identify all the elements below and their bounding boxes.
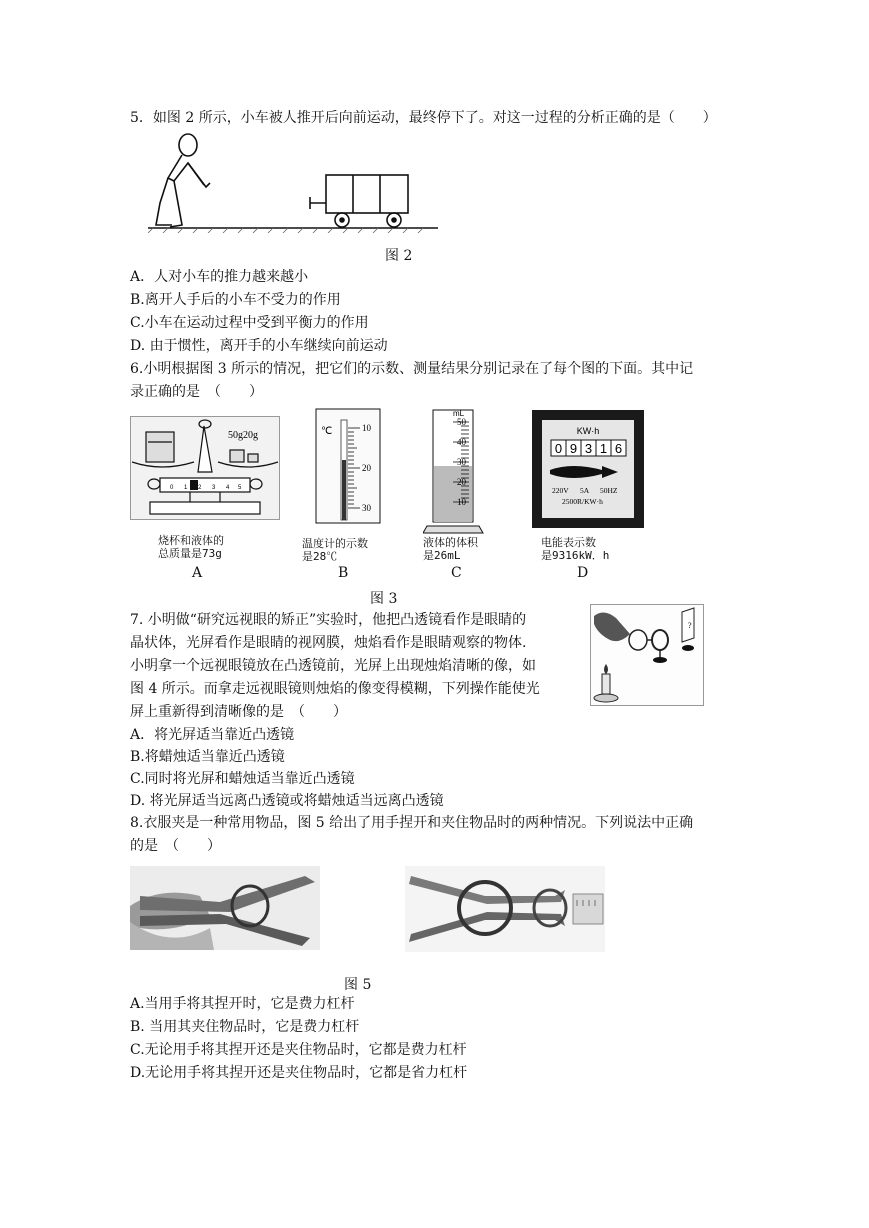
cylinder-unit: mL	[453, 409, 465, 418]
q8-stem-line1: 8.衣服夹是一种常用物品，图 5 给出了用手捏开和夹住物品时的两种情况。下列说法中正确	[130, 815, 694, 831]
q7-option-d: D. 将光屏适当远离凸透镜或将蜡烛适当远离凸透镜	[130, 793, 444, 809]
cylinder-tick-50: 50	[457, 417, 466, 427]
panel-a-caption-line1: 烧杯和液体的	[158, 534, 224, 547]
balance-tick-0: 0	[170, 485, 174, 491]
q6-stem-line2: 录正确的是 （ ）	[130, 384, 263, 400]
thermometer-tick-20: 20	[362, 463, 371, 473]
measuring-cylinder-illustration	[423, 406, 489, 534]
meter-rating-freq: 50HZ	[600, 486, 618, 495]
q5-option-c: C.小车在运动过程中受到平衡力的作用	[130, 315, 369, 331]
thermometer-tick-10: 10	[362, 423, 371, 433]
q5-option-b: B.离开人手后的小车不受力的作用	[130, 292, 341, 308]
figure-3-caption: 图 3	[370, 591, 398, 607]
meter-unit-label: KW·h	[576, 426, 600, 436]
thermometer-unit: ℃	[321, 426, 333, 437]
screen-mark-icon: ?	[688, 621, 692, 630]
figure-2-caption: 图 2	[385, 248, 413, 264]
q7-stem-line1: 7. 小明做“研究远视眼的矫正”实验时，他把凸透镜看作是眼睛的	[130, 612, 527, 628]
q8-option-a: A.当用手将其捏开时，它是费力杠杆	[130, 996, 355, 1012]
panel-c-caption-line2: 是26mL	[423, 549, 461, 562]
electric-meter-illustration	[532, 410, 644, 528]
panel-d-caption-line2: 是9316kW．h	[541, 549, 610, 562]
cylinder-tick-40: 40	[457, 437, 466, 447]
panel-c-label: C	[451, 565, 462, 581]
q7-option-a: A．将光屏适当靠近凸透镜	[130, 727, 295, 743]
balance-scale-illustration	[130, 416, 280, 520]
q8-option-c: C.无论用手将其捏开还是夹住物品时，它都是费力杠杆	[130, 1042, 467, 1058]
q7-option-c: C.同时将光屏和蜡烛适当靠近凸透镜	[130, 771, 355, 787]
thermometer-illustration	[315, 408, 381, 524]
panel-d-caption-line1: 电能表示数	[541, 536, 596, 549]
cylinder-tick-30: 30	[457, 457, 466, 467]
meter-digit-4: 1	[599, 441, 608, 456]
meter-rating-rev: 2500R/KW·h	[562, 497, 603, 506]
meter-digit-2: 9	[569, 441, 578, 456]
figure-5-caption: 图 5	[344, 977, 372, 993]
balance-tick-5: 5	[238, 485, 242, 491]
person-illustration	[156, 134, 210, 227]
q8-option-d: D.无论用手将其捏开还是夹住物品时，它都是省力杠杆	[130, 1065, 468, 1081]
cylinder-tick-10: 10	[457, 497, 466, 507]
panel-b-label: B	[338, 565, 349, 581]
q7-option-b: B.将蜡烛适当靠近凸透镜	[130, 749, 285, 765]
balance-tick-1: 1	[184, 485, 188, 491]
balance-tick-3: 3	[212, 485, 216, 491]
panel-d-label: D	[577, 565, 589, 581]
meter-rating-amp: 5A	[580, 486, 590, 495]
thermometer-tick-30: 30	[362, 503, 371, 513]
cart-illustration	[310, 175, 408, 227]
balance-tick-2: 2	[198, 485, 202, 491]
q8-option-b: B. 当用其夹住物品时，它是费力杠杆	[130, 1019, 360, 1035]
panel-a-caption-line2: 总质量是73g	[158, 547, 222, 560]
meter-digit-3: 3	[584, 441, 593, 456]
panel-b-caption-line2: 是28℃	[302, 550, 338, 563]
q7-stem-line4: 图 4 所示。而拿走远视眼镜则烛焰的像变得模糊，下列操作能使光	[130, 681, 540, 697]
q7-stem-line2: 晶状体，光屏看作是眼睛的视网膜，烛焰看作是眼睛观察的物体.	[130, 635, 527, 651]
clothespin-clamping-object-photo	[405, 866, 605, 952]
q8-stem-line2: 的是 （ ）	[130, 838, 221, 854]
q7-stem-line3: 小明拿一个远视眼镜放在凸透镜前，光屏上出现烛焰清晰的像，如	[130, 658, 536, 674]
meter-rating-volt: 220V	[552, 486, 569, 495]
balance-tick-4: 4	[226, 485, 230, 491]
q5-option-d: D. 由于惯性，离开手的小车继续向前运动	[130, 338, 388, 354]
q5-option-a: A．人对小车的推力越来越小	[130, 269, 309, 285]
panel-b-caption-line1: 温度计的示数	[302, 537, 368, 550]
q6-stem-line1: 6.小明根据图 3 所示的情况，把它们的示数、测量结果分别记录在了每个图的下面。其中记	[130, 361, 694, 377]
q5-stem: 5．如图 2 所示，小车被人推开后向前运动，最终停下了。对这一过程的分析正确的是（ ）	[130, 110, 717, 126]
cylinder-tick-20: 20	[457, 477, 466, 487]
figure-2-person-pushing-cart	[148, 133, 438, 233]
clothespin-pinched-open-photo	[130, 866, 320, 950]
q7-stem-line5: 屏上重新得到清晰像的是 （ ）	[130, 704, 347, 720]
balance-weights-label: 50g20g	[228, 430, 258, 441]
panel-c-caption-line1: 液体的体积	[423, 536, 478, 549]
meter-digit-5: 6	[614, 441, 623, 456]
figure-4-lens-experiment	[590, 604, 704, 706]
meter-digit-1: 0	[554, 441, 563, 456]
panel-a-label: A	[192, 565, 203, 581]
